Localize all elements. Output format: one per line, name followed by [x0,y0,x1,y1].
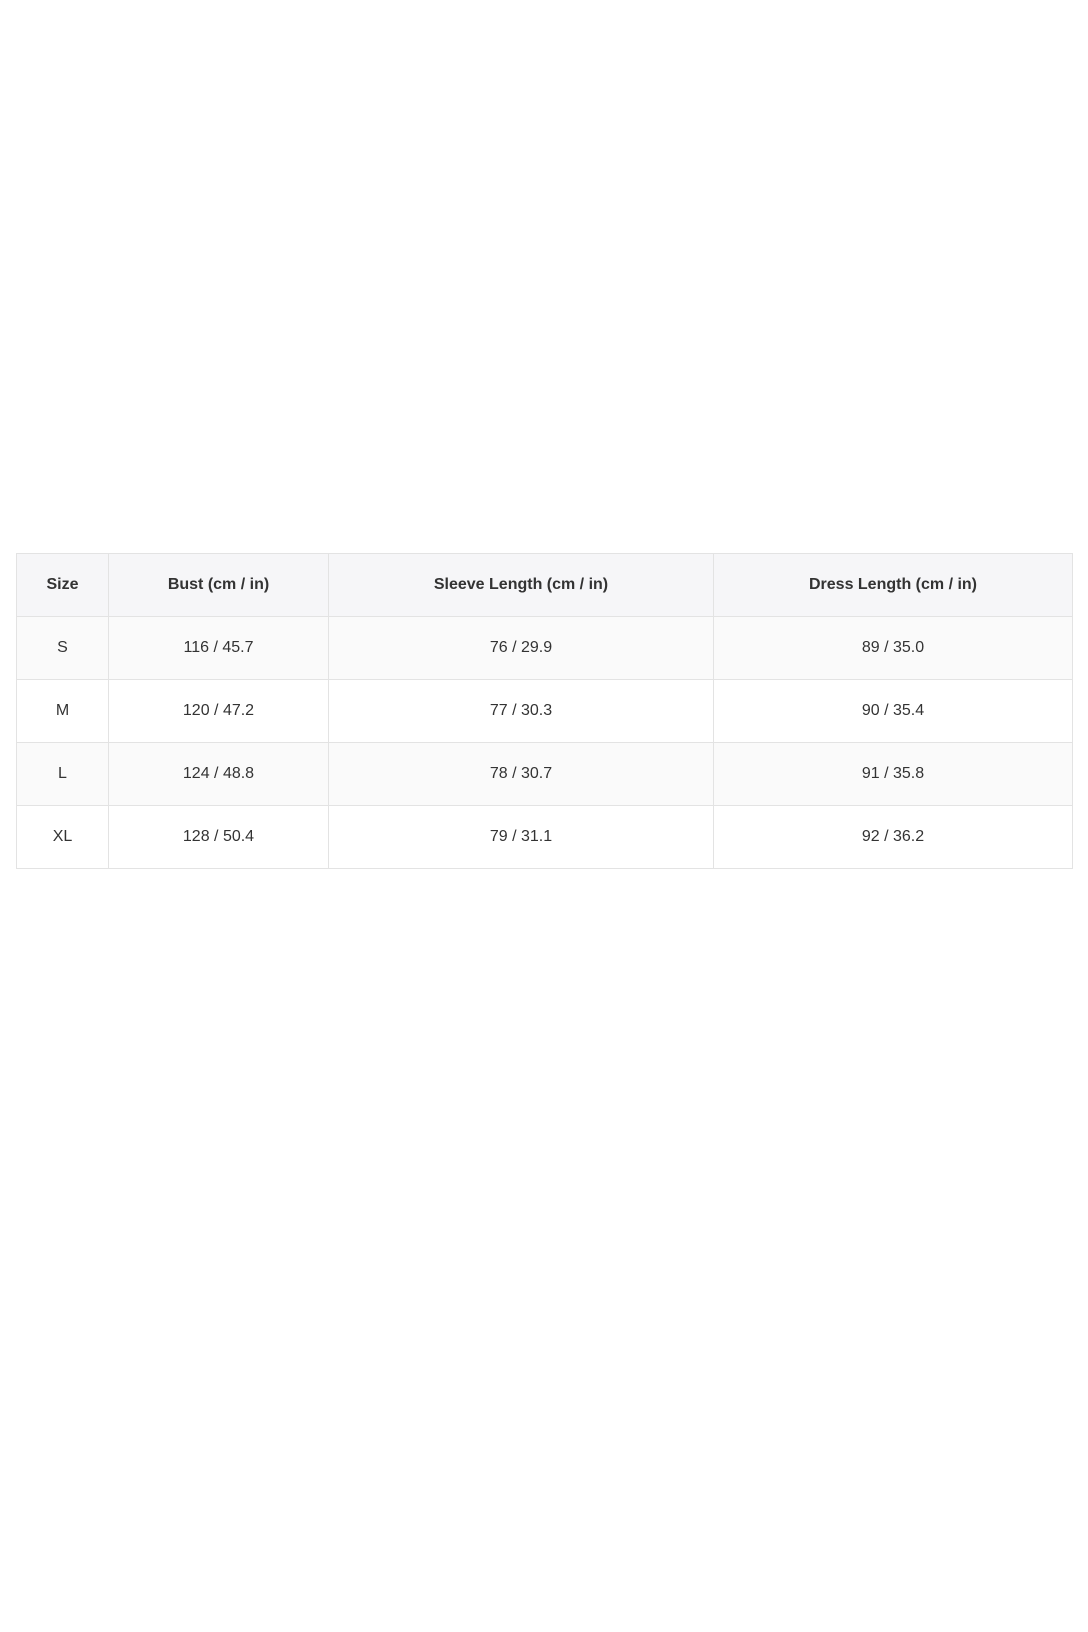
dress-cell: 89 / 35.0 [714,617,1073,680]
column-header-sleeve: Sleeve Length (cm / in) [329,554,714,617]
size-cell: S [17,617,109,680]
header-row [17,554,1073,617]
size-chart-header [17,554,1073,617]
size-cell: M [17,680,109,743]
size-cell: XL [17,806,109,869]
table-row-s [17,617,1073,680]
dress-cell: 91 / 35.8 [714,743,1073,806]
sleeve-cell: 77 / 30.3 [329,680,714,743]
dress-cell: 92 / 36.2 [714,806,1073,869]
column-header-dress: Dress Length (cm / in) [714,554,1073,617]
table-row-m [17,680,1073,743]
bust-cell: 124 / 48.8 [109,743,329,806]
size-chart-table [16,553,1073,869]
bust-cell: 128 / 50.4 [109,806,329,869]
table-row-l [17,743,1073,806]
column-header-bust: Bust (cm / in) [109,554,329,617]
bust-cell: 120 / 47.2 [109,680,329,743]
table-row-xl [17,806,1073,869]
size-chart-body [17,617,1073,869]
sleeve-cell: 76 / 29.9 [329,617,714,680]
dress-cell: 90 / 35.4 [714,680,1073,743]
sleeve-cell: 79 / 31.1 [329,806,714,869]
bust-cell: 116 / 45.7 [109,617,329,680]
column-header-size: Size [17,554,109,617]
sleeve-cell: 78 / 30.7 [329,743,714,806]
size-cell: L [17,743,109,806]
